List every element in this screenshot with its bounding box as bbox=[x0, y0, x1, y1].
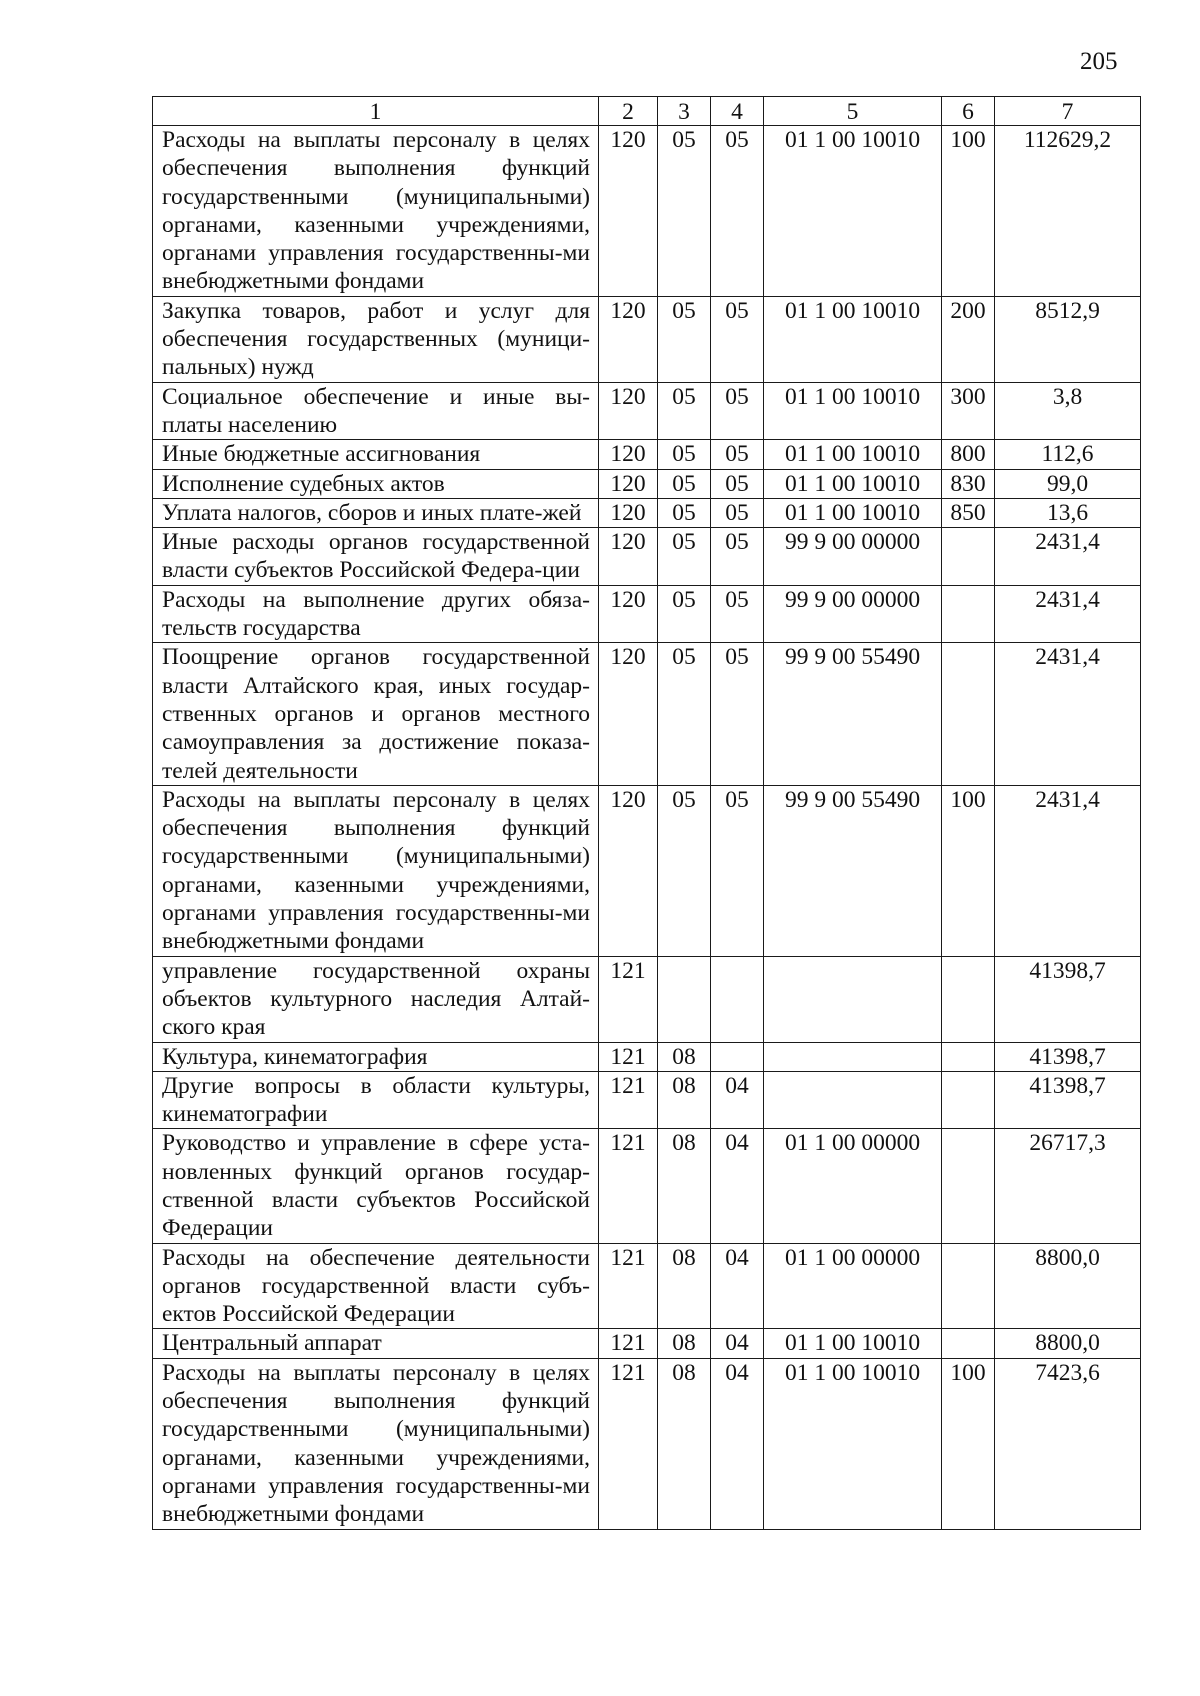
amount-cell: 99,0 bbox=[995, 469, 1141, 498]
target-item-cell: 99 9 00 00000 bbox=[764, 528, 942, 586]
amount-cell: 112629,2 bbox=[995, 126, 1141, 297]
table-row bbox=[153, 1358, 1141, 1529]
ministry-code-cell: 121 bbox=[599, 1042, 658, 1071]
section-code-cell: 05 bbox=[658, 469, 711, 498]
target-item-cell: 01 1 00 10010 bbox=[764, 382, 942, 440]
expense-type-cell: 850 bbox=[942, 498, 995, 527]
table-row bbox=[153, 126, 1141, 297]
section-code-cell: 05 bbox=[658, 382, 711, 440]
target-item-cell: 99 9 00 55490 bbox=[764, 785, 942, 956]
subsection-code-cell: 05 bbox=[711, 498, 764, 527]
ministry-code-cell: 120 bbox=[599, 440, 658, 469]
expense-name-cell: Закупка товаров, работ и услуг для обеспечения государственных (муници-пальных) нужд bbox=[153, 296, 599, 382]
table-row bbox=[153, 1329, 1141, 1358]
table-row bbox=[153, 469, 1141, 498]
subsection-code-cell: 05 bbox=[711, 440, 764, 469]
expense-type-cell: 300 bbox=[942, 382, 995, 440]
section-code-cell: 05 bbox=[658, 126, 711, 297]
target-item-cell: 01 1 00 10010 bbox=[764, 296, 942, 382]
expense-type-cell: 800 bbox=[942, 440, 995, 469]
header-cell-3: 3 bbox=[658, 97, 711, 126]
table-row bbox=[153, 440, 1141, 469]
amount-cell: 41398,7 bbox=[995, 956, 1141, 1042]
section-code-cell: 05 bbox=[658, 785, 711, 956]
expense-name-cell: Расходы на выплаты персоналу в целях обеспечения выполнения функций государственными (муниципальными) органами, казенными учреждениями, органами управления государственны-ми внебюджетными фондами bbox=[153, 785, 599, 956]
target-item-cell: 01 1 00 00000 bbox=[764, 1243, 942, 1329]
subsection-code-cell: 05 bbox=[711, 643, 764, 785]
subsection-code-cell: 05 bbox=[711, 126, 764, 297]
table-row bbox=[153, 382, 1141, 440]
subsection-code-cell: 05 bbox=[711, 528, 764, 586]
header-cell-6: 6 bbox=[942, 97, 995, 126]
table-row bbox=[153, 1129, 1141, 1243]
table-row bbox=[153, 585, 1141, 643]
section-code-cell: 08 bbox=[658, 1358, 711, 1529]
section-code-cell: 08 bbox=[658, 1042, 711, 1071]
table-row bbox=[153, 296, 1141, 382]
expense-type-cell bbox=[942, 1129, 995, 1243]
subsection-code-cell: 05 bbox=[711, 585, 764, 643]
target-item-cell: 01 1 00 10010 bbox=[764, 126, 942, 297]
amount-cell: 2431,4 bbox=[995, 643, 1141, 785]
section-code-cell: 08 bbox=[658, 1071, 711, 1129]
expense-name-cell: Другие вопросы в области культуры, кинематографии bbox=[153, 1071, 599, 1129]
header-cell-5: 5 bbox=[764, 97, 942, 126]
subsection-code-cell: 04 bbox=[711, 1329, 764, 1358]
expense-name-cell: Расходы на выплаты персоналу в целях обеспечения выполнения функций государственными (муниципальными) органами, казенными учреждениями, органами управления государственны-ми внебюджетными фондами bbox=[153, 1358, 599, 1529]
subsection-code-cell: 05 bbox=[711, 785, 764, 956]
expense-type-cell: 200 bbox=[942, 296, 995, 382]
table-row bbox=[153, 643, 1141, 785]
expense-name-cell: Расходы на выполнение других обяза-тельств государства bbox=[153, 585, 599, 643]
expense-type-cell bbox=[942, 1071, 995, 1129]
ministry-code-cell: 120 bbox=[599, 296, 658, 382]
table-row bbox=[153, 956, 1141, 1042]
target-item-cell bbox=[764, 1071, 942, 1129]
amount-cell: 3,8 bbox=[995, 382, 1141, 440]
ministry-code-cell: 120 bbox=[599, 643, 658, 785]
amount-cell: 2431,4 bbox=[995, 785, 1141, 956]
section-code-cell: 08 bbox=[658, 1129, 711, 1243]
page-number: 205 bbox=[1080, 48, 1118, 75]
expense-name-cell: Культура, кинематография bbox=[153, 1042, 599, 1071]
target-item-cell: 01 1 00 10010 bbox=[764, 440, 942, 469]
target-item-cell bbox=[764, 1042, 942, 1071]
ministry-code-cell: 120 bbox=[599, 585, 658, 643]
expense-name-cell: Расходы на обеспечение деятельности органов государственной власти субъ-ектов Российской Федерации bbox=[153, 1243, 599, 1329]
expense-name-cell: управление государственной охраны объектов культурного наследия Алтай-ского края bbox=[153, 956, 599, 1042]
ministry-code-cell: 120 bbox=[599, 382, 658, 440]
table-row bbox=[153, 1243, 1141, 1329]
expense-type-cell: 100 bbox=[942, 785, 995, 956]
expense-name-cell: Уплата налогов, сборов и иных плате-жей bbox=[153, 498, 599, 527]
section-code-cell: 05 bbox=[658, 528, 711, 586]
expense-name-cell: Иные бюджетные ассигнования bbox=[153, 440, 599, 469]
expense-name-cell: Центральный аппарат bbox=[153, 1329, 599, 1358]
expense-type-cell bbox=[942, 1243, 995, 1329]
ministry-code-cell: 120 bbox=[599, 126, 658, 297]
expense-type-cell bbox=[942, 1042, 995, 1071]
expense-type-cell bbox=[942, 585, 995, 643]
section-code-cell: 08 bbox=[658, 1329, 711, 1358]
target-item-cell: 01 1 00 10010 bbox=[764, 1358, 942, 1529]
target-item-cell: 01 1 00 00000 bbox=[764, 1129, 942, 1243]
ministry-code-cell: 121 bbox=[599, 1129, 658, 1243]
amount-cell: 7423,6 bbox=[995, 1358, 1141, 1529]
target-item-cell: 01 1 00 10010 bbox=[764, 498, 942, 527]
expense-name-cell: Иные расходы органов государственной власти субъектов Российской Федера-ции bbox=[153, 528, 599, 586]
expense-type-cell: 100 bbox=[942, 1358, 995, 1529]
subsection-code-cell bbox=[711, 956, 764, 1042]
expense-name-cell: Поощрение органов государственной власти Алтайского края, иных государ-ственных органов и органов местного самоуправления за достижение показа-телей деятельности bbox=[153, 643, 599, 785]
table-row bbox=[153, 785, 1141, 956]
ministry-code-cell: 120 bbox=[599, 469, 658, 498]
amount-cell: 2431,4 bbox=[995, 585, 1141, 643]
subsection-code-cell: 05 bbox=[711, 382, 764, 440]
expense-name-cell: Руководство и управление в сфере уста-новленных функций органов государ-ственной власти субъектов Российской Федерации bbox=[153, 1129, 599, 1243]
section-code-cell: 05 bbox=[658, 643, 711, 785]
ministry-code-cell: 120 bbox=[599, 785, 658, 956]
target-item-cell bbox=[764, 956, 942, 1042]
target-item-cell: 01 1 00 10010 bbox=[764, 1329, 942, 1358]
amount-cell: 112,6 bbox=[995, 440, 1141, 469]
table-row bbox=[153, 498, 1141, 527]
ministry-code-cell: 120 bbox=[599, 528, 658, 586]
target-item-cell: 99 9 00 00000 bbox=[764, 585, 942, 643]
expense-type-cell bbox=[942, 956, 995, 1042]
header-cell-2: 2 bbox=[599, 97, 658, 126]
section-code-cell: 08 bbox=[658, 1243, 711, 1329]
section-code-cell: 05 bbox=[658, 296, 711, 382]
amount-cell: 2431,4 bbox=[995, 528, 1141, 586]
amount-cell: 8800,0 bbox=[995, 1243, 1141, 1329]
header-cell-4: 4 bbox=[711, 97, 764, 126]
amount-cell: 41398,7 bbox=[995, 1042, 1141, 1071]
expense-type-cell bbox=[942, 1329, 995, 1358]
ministry-code-cell: 121 bbox=[599, 1358, 658, 1529]
ministry-code-cell: 121 bbox=[599, 1329, 658, 1358]
target-item-cell: 99 9 00 55490 bbox=[764, 643, 942, 785]
target-item-cell: 01 1 00 10010 bbox=[764, 469, 942, 498]
ministry-code-cell: 121 bbox=[599, 956, 658, 1042]
subsection-code-cell: 05 bbox=[711, 296, 764, 382]
amount-cell: 8512,9 bbox=[995, 296, 1141, 382]
amount-cell: 13,6 bbox=[995, 498, 1141, 527]
subsection-code-cell bbox=[711, 1042, 764, 1071]
section-code-cell: 05 bbox=[658, 585, 711, 643]
expense-name-cell: Расходы на выплаты персоналу в целях обеспечения выполнения функций государственными (муниципальными) органами, казенными учреждениями, органами управления государственны-ми внебюджетными фондами bbox=[153, 126, 599, 297]
amount-cell: 41398,7 bbox=[995, 1071, 1141, 1129]
ministry-code-cell: 121 bbox=[599, 1071, 658, 1129]
table-row bbox=[153, 1071, 1141, 1129]
table-row bbox=[153, 528, 1141, 586]
section-code-cell: 05 bbox=[658, 498, 711, 527]
expense-name-cell: Исполнение судебных актов bbox=[153, 469, 599, 498]
subsection-code-cell: 04 bbox=[711, 1129, 764, 1243]
expense-type-cell: 100 bbox=[942, 126, 995, 297]
amount-cell: 26717,3 bbox=[995, 1129, 1141, 1243]
expense-type-cell bbox=[942, 643, 995, 785]
header-cell-7: 7 bbox=[995, 97, 1141, 126]
header-row bbox=[153, 97, 1141, 126]
section-code-cell bbox=[658, 956, 711, 1042]
budget-table bbox=[152, 96, 1141, 1530]
header-cell-1: 1 bbox=[153, 97, 599, 126]
ministry-code-cell: 120 bbox=[599, 498, 658, 527]
subsection-code-cell: 04 bbox=[711, 1071, 764, 1129]
expense-name-cell: Социальное обеспечение и иные вы-платы населению bbox=[153, 382, 599, 440]
subsection-code-cell: 04 bbox=[711, 1358, 764, 1529]
section-code-cell: 05 bbox=[658, 440, 711, 469]
subsection-code-cell: 04 bbox=[711, 1243, 764, 1329]
subsection-code-cell: 05 bbox=[711, 469, 764, 498]
expense-type-cell bbox=[942, 528, 995, 586]
ministry-code-cell: 121 bbox=[599, 1243, 658, 1329]
amount-cell: 8800,0 bbox=[995, 1329, 1141, 1358]
table-row bbox=[153, 1042, 1141, 1071]
expense-type-cell: 830 bbox=[942, 469, 995, 498]
